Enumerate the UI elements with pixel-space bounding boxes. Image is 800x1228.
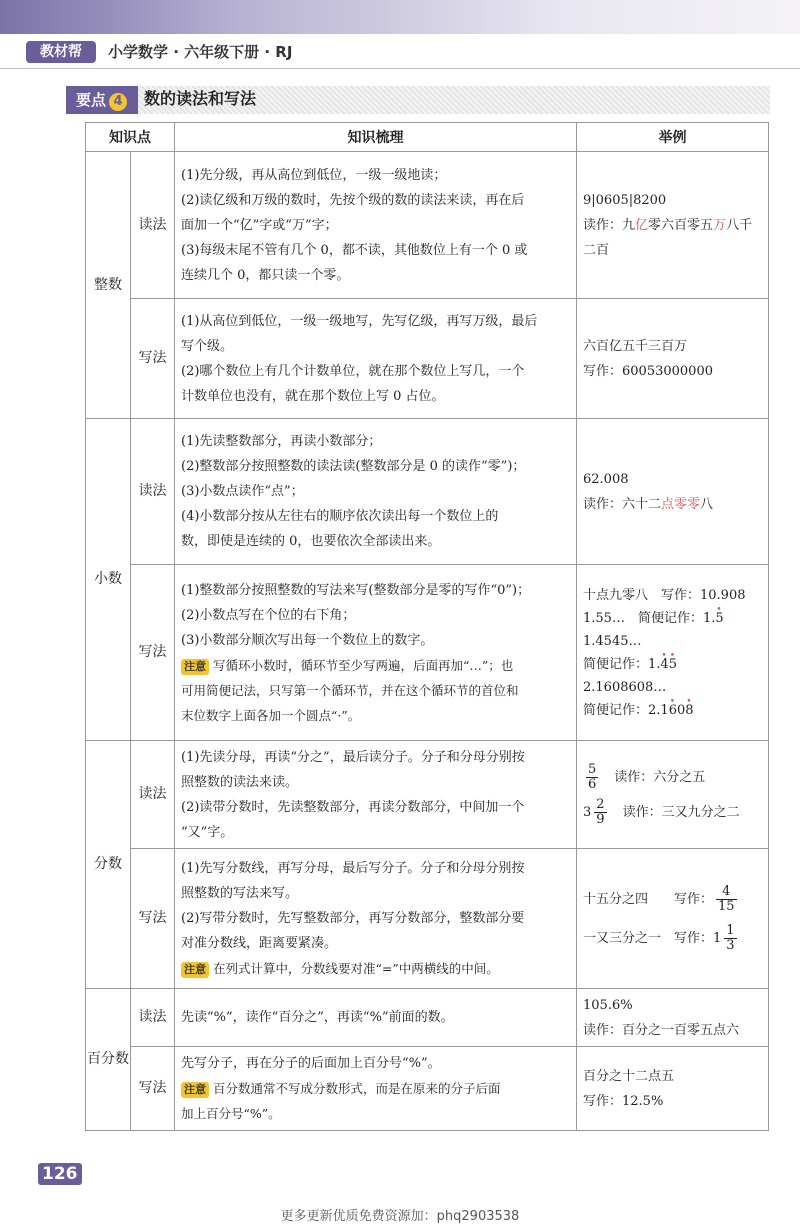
mode-write: 写法 (131, 1047, 175, 1131)
reading-highlight: 亿 (635, 217, 649, 233)
example-line: 写作：60053000000 (583, 363, 713, 379)
text-line: “又”字。 (181, 824, 234, 840)
fraction (586, 763, 598, 792)
text-line: (1)整数部分按照整数的写法来写(整数部分是零的写作“0”)； (181, 582, 531, 598)
example-line: 2.1608608… (583, 679, 667, 695)
group-percent: 百分数 (86, 989, 131, 1131)
note-line: 可用简便记法，只写第一个循环节，并在这个循环节的首位和 (181, 682, 519, 698)
section-title: 数的读法和写法 (144, 89, 257, 108)
table-row (86, 152, 769, 299)
example-line (583, 798, 762, 827)
example-cell (577, 741, 769, 849)
section-bar (66, 86, 770, 114)
example-line (583, 924, 762, 953)
example-line: 十点九零八 写作：10.908 (583, 587, 746, 603)
note-text: 写循环小数时，循环节至少写两遍，后面再加“…”；也 (213, 657, 514, 673)
fraction (594, 798, 606, 827)
note-line: 末位数字上面各加一个圆点“·”。 (181, 707, 361, 723)
footer-text: 更多更新优质免费资源加：phq2903538 (280, 1209, 520, 1224)
note-text: 百分数通常不写成分数形式，而是在原来的分子后面 (213, 1081, 501, 1096)
example-cell (577, 849, 769, 989)
example-line: 62.008 (583, 471, 629, 487)
reading-part: 八千 (726, 217, 753, 233)
example-line: 读作：百分之一百零五点六 (583, 1022, 740, 1038)
summary-cell (175, 1047, 577, 1131)
reading-part: 读作：九 (583, 217, 636, 233)
example-cell (577, 299, 769, 419)
example-text: 简便记作：2.1 (583, 702, 669, 718)
text-line: 先写分子，再在分子的后面加上百分号“%”。 (181, 1056, 441, 1071)
example-cell (577, 1047, 769, 1131)
summary-cell (175, 152, 577, 299)
reading-highlight: 万 (713, 217, 727, 233)
page-number-badge (22, 1163, 142, 1185)
summary-cell (175, 989, 577, 1047)
text-line: (2)读带分数时，先读整数部分，再读分数部分，中间加一个 (181, 799, 525, 815)
denominator: 15 (718, 898, 735, 914)
page-number: 126 (38, 1163, 82, 1185)
example-cell (577, 989, 769, 1047)
text-line: 照整数的读法来读。 (181, 774, 299, 790)
col-header-summary: 知识梳理 (175, 123, 577, 152)
fraction (716, 885, 737, 914)
mode-write: 写法 (131, 299, 175, 419)
table-row (86, 741, 769, 849)
example-cell (577, 419, 769, 565)
mode-read: 读法 (131, 152, 175, 299)
whole-number: 3 (583, 804, 592, 820)
text-line: 写个级。 (181, 338, 234, 354)
reading-highlight: 点零零 (661, 496, 701, 512)
text-line: (2)读亿级和万级的数时，先按个级的数的读法来读，再在后 (181, 192, 525, 208)
denominator: 6 (588, 776, 597, 792)
text-line: 照整数的写法来写。 (181, 886, 299, 901)
example-text: 简便记作：1. (583, 656, 661, 672)
denominator: 3 (726, 937, 735, 953)
summary-cell (175, 741, 577, 849)
example-text: 1.55… 简便记作：1. (583, 610, 716, 626)
mode-write: 写法 (131, 849, 175, 989)
table-header-row (86, 123, 769, 152)
col-header-example: 举例 (577, 123, 769, 152)
group-integer: 整数 (86, 152, 131, 419)
reading-part: 八 (700, 496, 714, 512)
repeating-digit: • 5 (669, 657, 677, 672)
note-badge: 注意 (181, 962, 209, 978)
table-row (86, 419, 769, 565)
example-cell (577, 152, 769, 299)
numerator: 4 (716, 885, 737, 900)
example-line (583, 885, 762, 914)
book-title: 小学数学 · 六年级下册 · RJ (108, 43, 293, 61)
mode-read: 读法 (131, 419, 175, 565)
text-line: (1)先读整数部分，再读小数部分； (181, 434, 382, 449)
numerator: 1 (726, 922, 735, 938)
text-line: (1)从高位到低位，一级一级地写，先写亿级，再写万级，最后 (181, 313, 538, 329)
example-line: 写作：12.5% (583, 1093, 664, 1109)
numerator: 5 (588, 761, 597, 777)
mode-read: 读法 (131, 989, 175, 1047)
summary-cell (175, 299, 577, 419)
example-number: 9|0605|8200 (583, 192, 667, 208)
note-line (181, 653, 570, 678)
text-line: 对准分数线，距离要紧凑。 (181, 936, 338, 951)
text-line: (3)小数部分顺次写出每一个数位上的数字。 (181, 632, 434, 648)
example-line (583, 763, 762, 792)
example-text: 读作：三又九分之二 (622, 804, 740, 820)
col-header-topic: 知识点 (86, 123, 175, 152)
table-row (86, 849, 769, 989)
table-row (86, 565, 769, 741)
text-line: (2)哪个数位上有几个计数单位，就在那个数位上写几，一个 (181, 363, 525, 379)
note-line (181, 956, 570, 981)
table-row (86, 299, 769, 419)
example-reading (583, 492, 762, 517)
text-line: 面加一个“亿”字或“万”字； (181, 217, 338, 233)
text-line: (4)小数部分按从左往右的顺序依次读出每一个数位上的 (181, 509, 499, 524)
note-line: 加上百分号“%”。 (181, 1106, 281, 1121)
note-badge: 注意 (181, 659, 209, 675)
example-line (583, 699, 762, 722)
section-tag (66, 86, 138, 114)
group-decimal: 小数 (86, 419, 131, 741)
group-fraction: 分数 (86, 741, 131, 989)
mode-write: 写法 (131, 565, 175, 741)
text-line: 计数单位也没有，就在那个数位上写 0 占位。 (181, 388, 445, 404)
text-line: (1)先写分数线，再写分母，最后写分子。分子和分母分别按 (181, 861, 525, 876)
example-line (583, 607, 762, 630)
text-line: (1)先读分母，再读“分之”，最后读分子。分子和分母分别按 (181, 749, 525, 765)
table-row (86, 1047, 769, 1131)
text-line: (3)每级末尾不管有几个 0，都不读，其他数位上有一个 0 或 (181, 242, 528, 258)
text-line: 数，即使是连续的 0，也要依次全部读出来。 (181, 534, 441, 549)
summary-cell (175, 565, 577, 741)
repeating-digit: • 8 (685, 703, 693, 718)
repeating-digit: • 5 (715, 611, 723, 626)
example-text: 十五分之四 写作： (583, 891, 714, 907)
knowledge-table (85, 122, 769, 1131)
text-line: (2)写带分数时，先写整数部分，再写分数部分，整数部分要 (181, 911, 525, 926)
text-line: (2)小数点写在个位的右下角； (181, 607, 356, 623)
repeating-digit: • 6 (669, 703, 677, 718)
denominator: 9 (596, 811, 605, 827)
example-cell (577, 565, 769, 741)
example-line: 百分之十二点五 (583, 1068, 675, 1084)
reading-part: 读作：六十二 (583, 496, 662, 512)
text-line: 连续几个 0，都只读一个零。 (181, 267, 350, 283)
text-line: 先读“%”，读作“百分之”，再读“%”前面的数。 (181, 1010, 454, 1025)
note-text: 在列式计算中，分数线要对准“=”中两横线的中间。 (213, 961, 499, 976)
example-text: 0 (676, 702, 686, 718)
text-line: (1)先分级，再从高位到低位，一级一级地读； (181, 167, 447, 183)
fraction (724, 924, 736, 953)
text-line: (2)整数部分按照整数的读法读(整数部分是 0 的读作“零”)； (181, 459, 526, 474)
summary-cell (175, 419, 577, 565)
mode-read: 读法 (131, 741, 175, 849)
example-line: 105.6% (583, 997, 633, 1013)
section-number: 4 (109, 93, 127, 111)
numerator: 2 (596, 796, 605, 812)
note-line (181, 1076, 570, 1101)
page-header (0, 34, 800, 69)
table-row (86, 989, 769, 1047)
example-text: 一又三分之一 写作：1 (583, 930, 722, 946)
text-line: (3)小数点读作“点”； (181, 484, 304, 499)
example-line: 1.4545… (583, 633, 642, 649)
top-banner (0, 0, 800, 34)
summary-cell (175, 849, 577, 989)
brand-badge: 教材帮 (26, 41, 96, 63)
reading-part: 二百 (583, 242, 610, 258)
reading-part: 零六百零五 (648, 217, 714, 233)
example-text: 读作：六分之五 (614, 769, 706, 785)
note-badge: 注意 (181, 1082, 209, 1098)
repeating-digit: • 4 (660, 657, 668, 672)
example-line: 六百亿五千三百万 (583, 338, 688, 354)
example-reading (583, 213, 762, 238)
section-tag-label: 要点 (76, 91, 107, 109)
example-line (583, 653, 762, 676)
